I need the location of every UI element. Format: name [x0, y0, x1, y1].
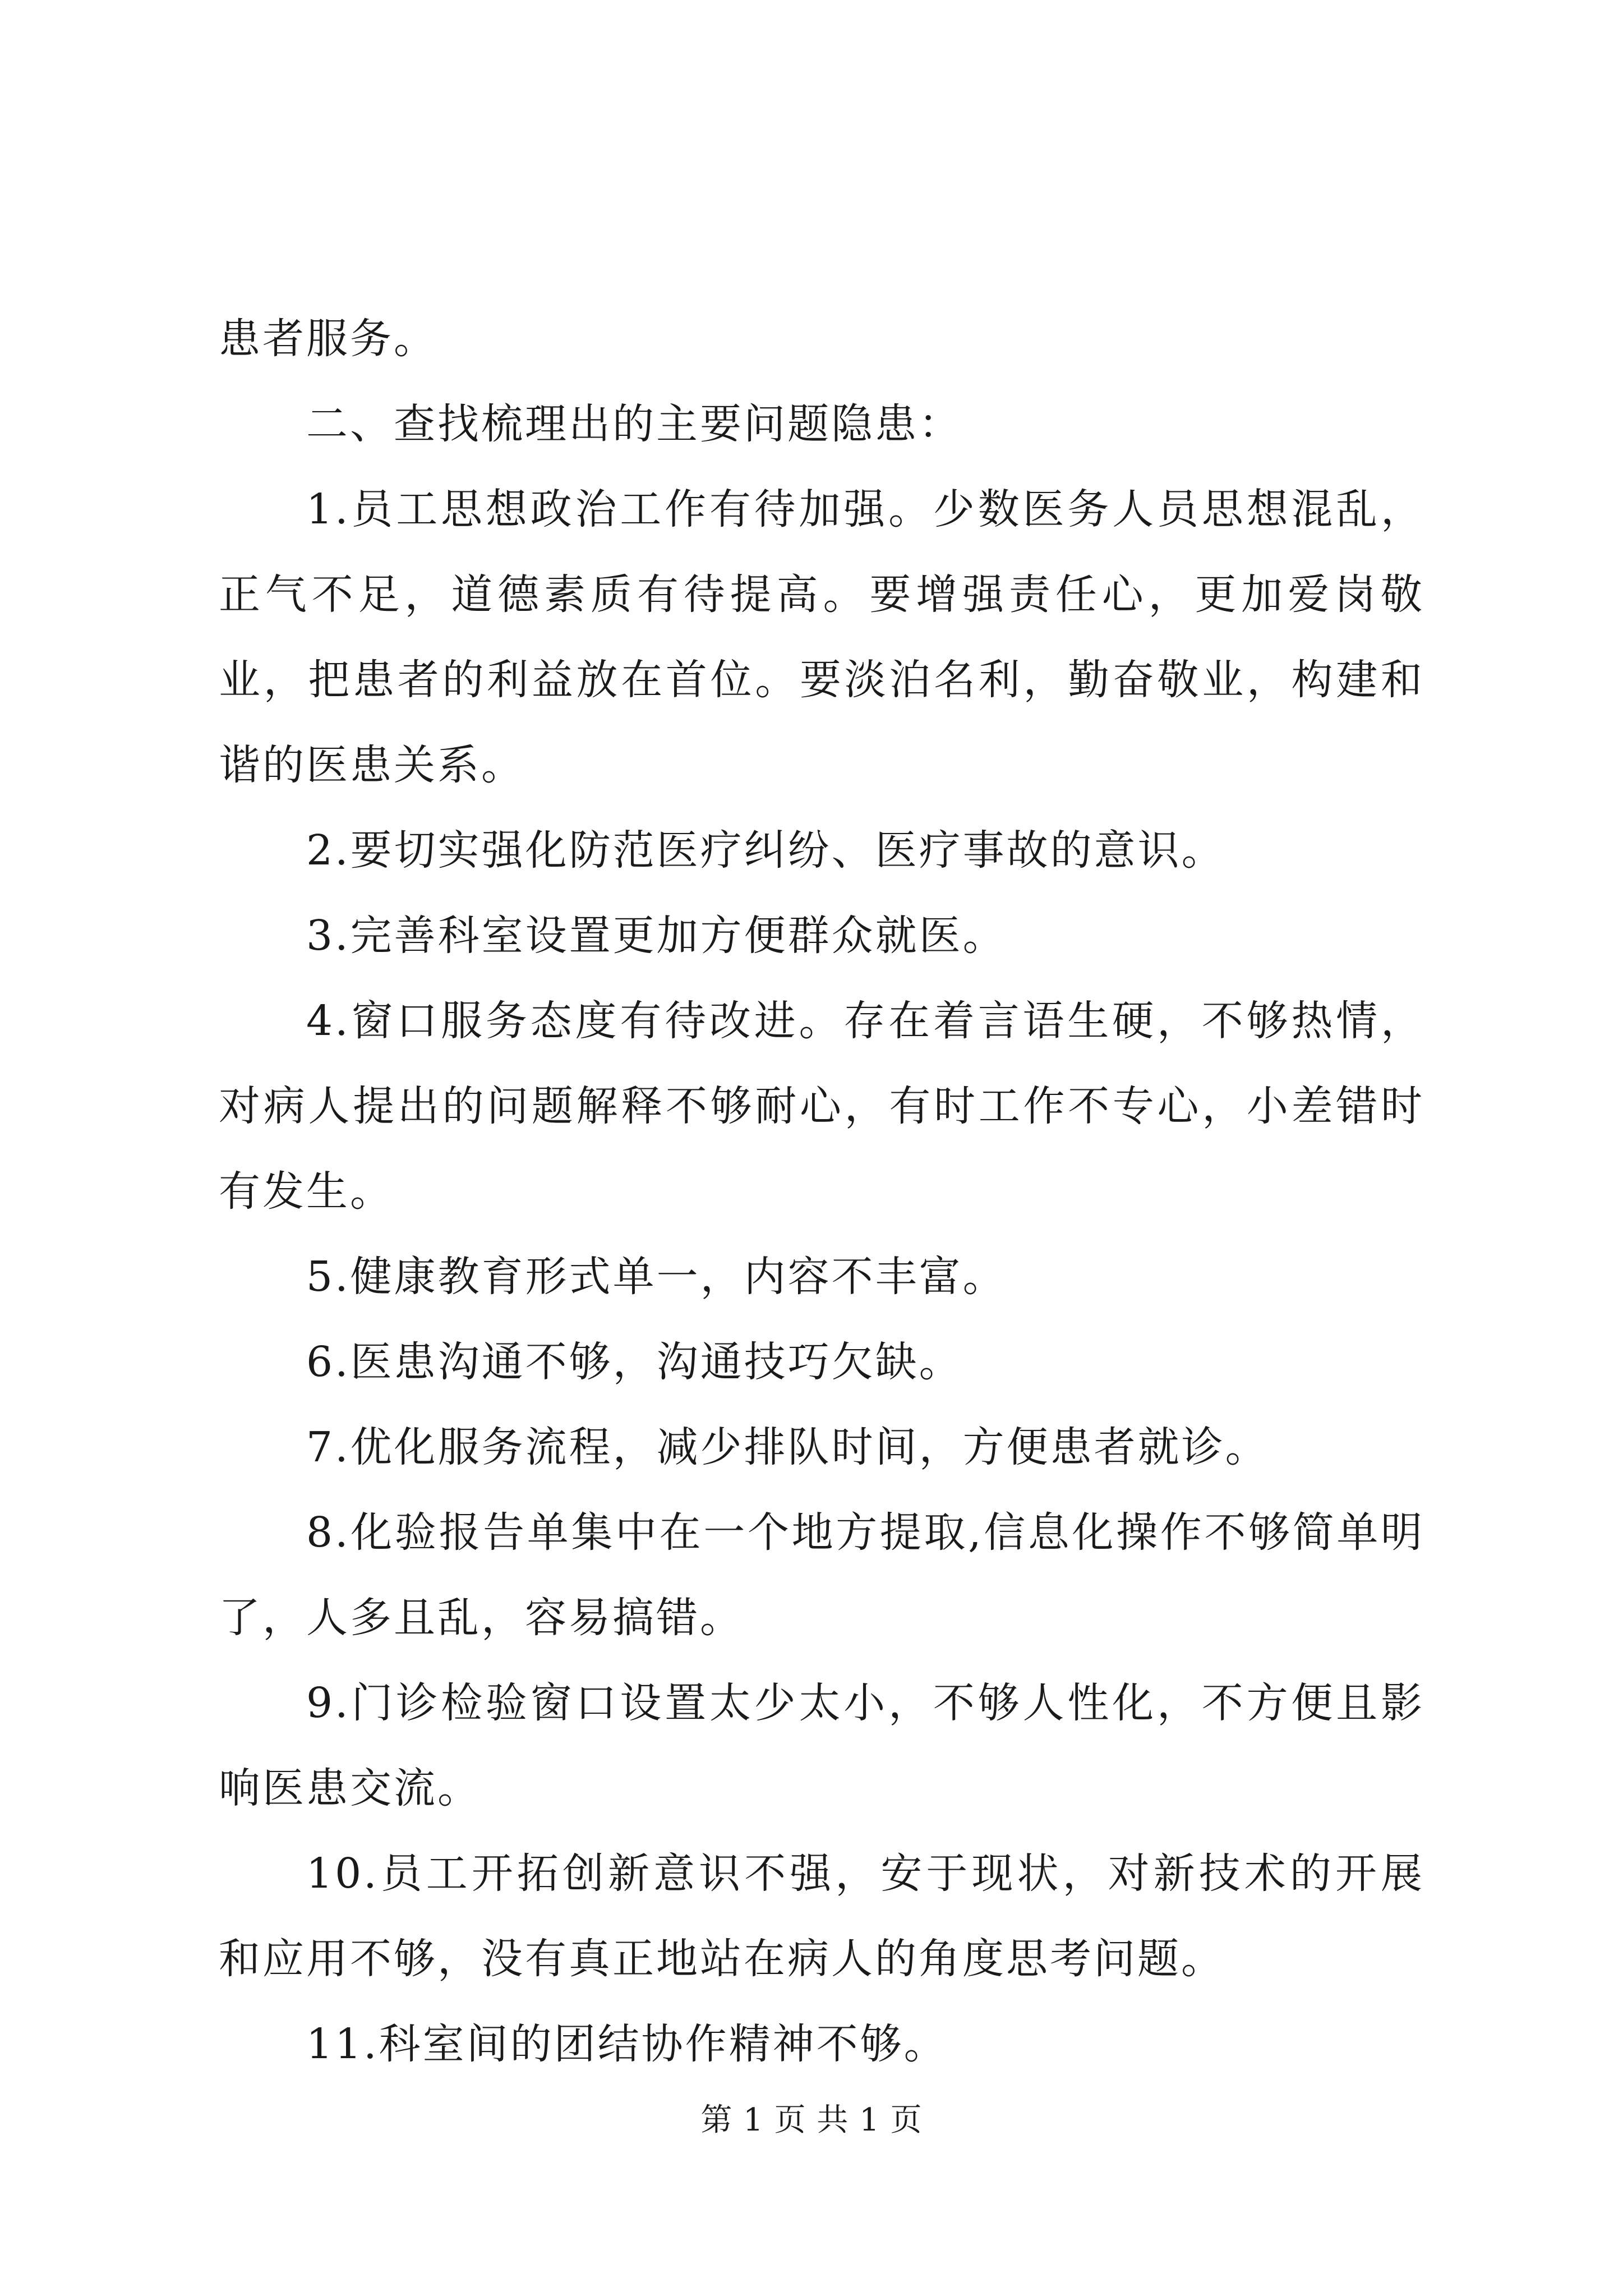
problem-item-10: 10.员工开拓创新意识不强，安于现状，对新技术的开展和应用不够，没有真正地站在病人的角度思考问题。	[219, 1849, 1424, 1983]
problem-item-5: 5.健康教育形式单一，内容不丰富。	[306, 1253, 1007, 1301]
problem-item-2: 2.要切实强化防范医疗纠纷、医疗事故的意识。	[306, 826, 1225, 875]
problem-item-9: 9.门诊检验窗口设置太少太小，不够人性化，不方便且影响医患交流。	[219, 1679, 1424, 1812]
document-body	[219, 296, 1424, 2087]
problem-item-3: 3.完善科室设置更加方便群众就医。	[306, 912, 1007, 960]
page-footer	[0, 2098, 1623, 2143]
problem-item-11: 11.科室间的团结协作精神不够。	[306, 2020, 948, 2068]
paragraph-service-tail: 患者服务。	[219, 315, 437, 363]
problem-item-6: 6.医患沟通不够，沟通技巧欠缺。	[306, 1338, 963, 1386]
problem-item-4: 4.窗口服务态度有待改进。存在着言语生硬，不够热情，对病人提出的问题解释不够耐心，有时工作不专心，小差错时有发生。	[219, 997, 1424, 1216]
problem-item-7: 7.优化服务流程，减少排队时间，方便患者就诊。	[306, 1423, 1269, 1471]
problem-item-8: 8.化验报告单集中在一个地方提取,信息化操作不够简单明了，人多且乱，容易搞错。	[219, 1508, 1424, 1642]
page-number-label: 第 1 页 共 1 页	[700, 2102, 923, 2138]
section-heading-problems: 二、查找梳理出的主要问题隐患：	[306, 400, 962, 448]
problem-item-1: 1.员工思想政治工作有待加强。少数医务人员思想混乱，正气不足，道德素质有待提高。要增强责任心，更加爱岗敬业，把患者的利益放在首位。要淡泊名利，勤奋敬业，构建和谐的医患关系。	[219, 485, 1424, 789]
